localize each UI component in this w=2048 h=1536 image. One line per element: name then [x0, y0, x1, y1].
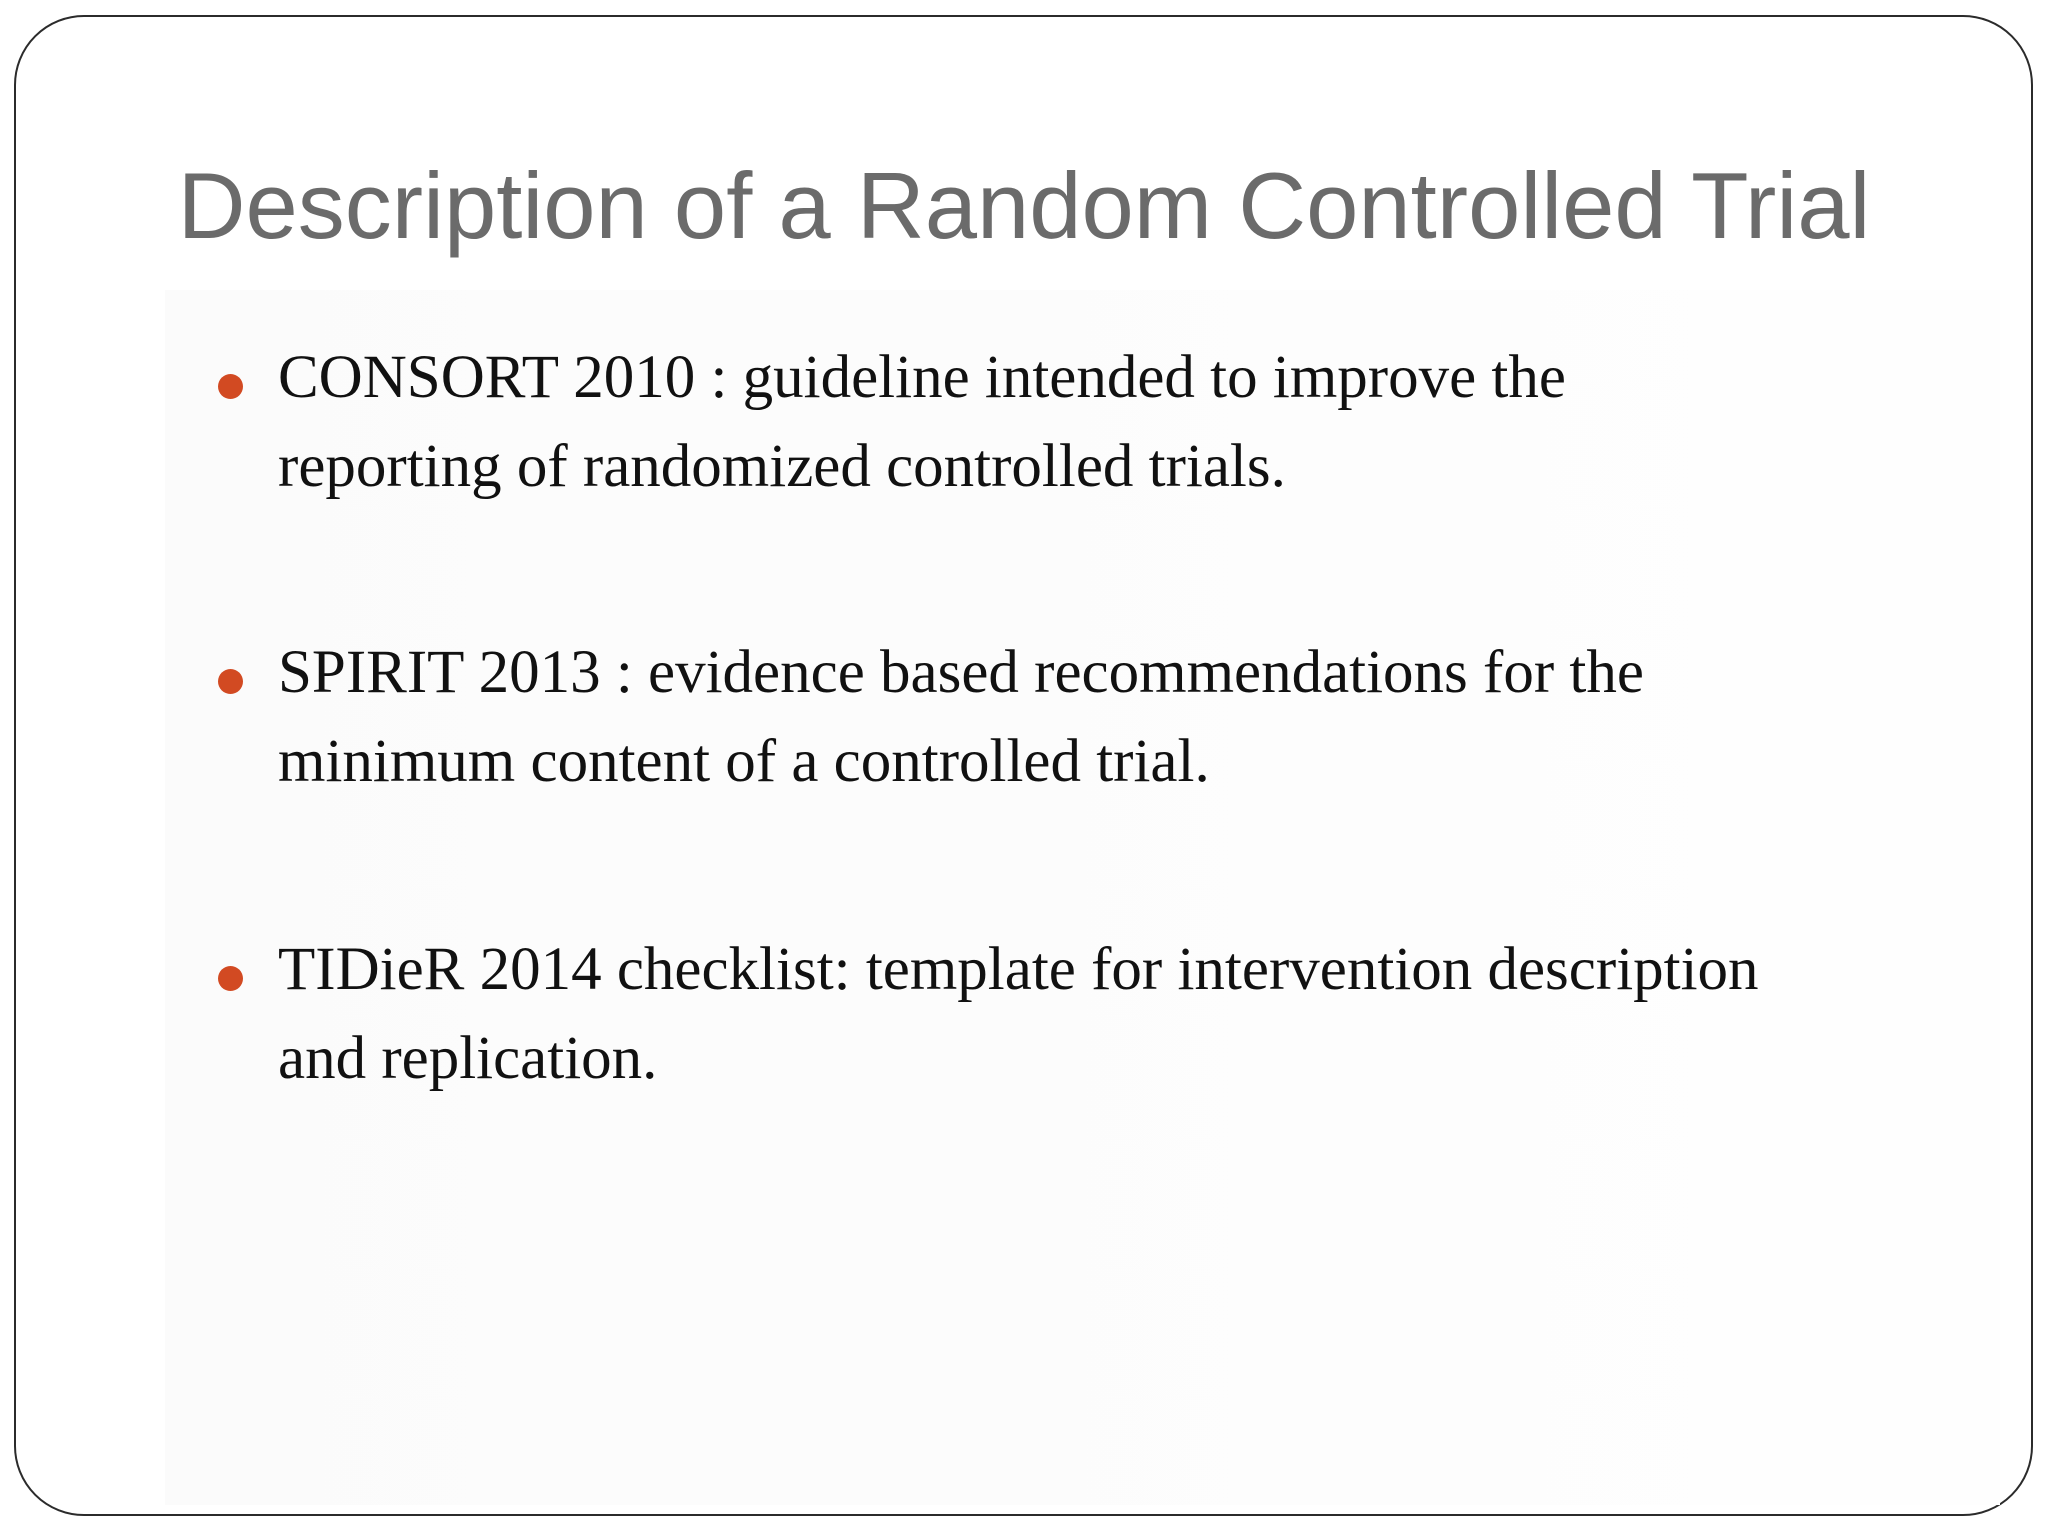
slide-title: Description of a Random Controlled Trial — [177, 153, 1871, 258]
bullet-line: reporting of randomized controlled trials. — [278, 433, 1286, 500]
bullet-line: CONSORT 2010 : guideline intended to improve the — [278, 344, 1566, 411]
bullet-dot-icon — [218, 966, 243, 991]
bullet-text — [278, 925, 1978, 1103]
bullet-dot-icon — [218, 669, 243, 694]
bullet-text — [278, 628, 1978, 806]
bullet-line: TIDieR 2014 checklist: template for intervention description — [278, 936, 1759, 1003]
bullet-line: minimum content of a controlled trial. — [278, 728, 1210, 795]
bullet-line: SPIRIT 2013 : evidence based recommendations for the — [278, 639, 1644, 706]
bullet-dot-icon — [218, 374, 243, 399]
bullet-text — [278, 333, 1978, 511]
bullet-line: and replication. — [278, 1025, 658, 1092]
